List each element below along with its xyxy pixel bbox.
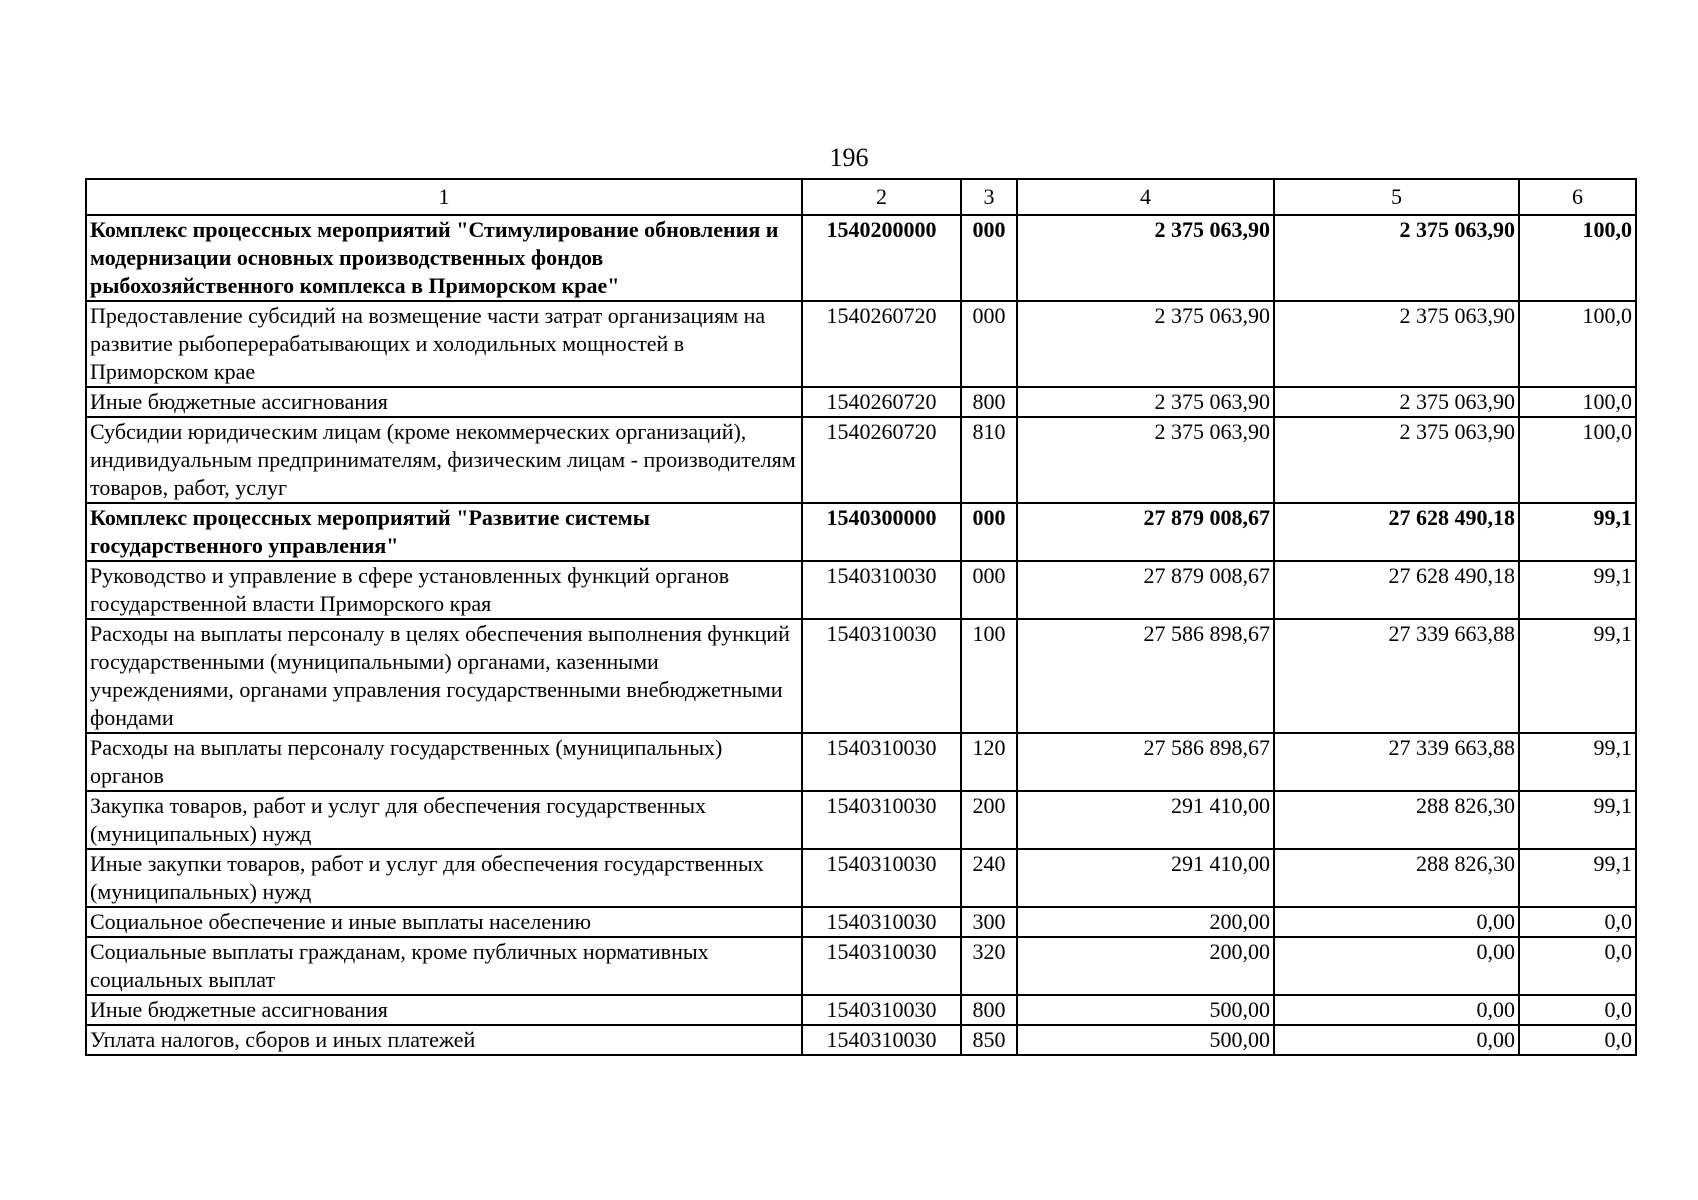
row-expense-type: 800: [961, 995, 1017, 1025]
header-col-6: 6: [1519, 179, 1636, 215]
row-execution-percent: 99,1: [1519, 619, 1636, 733]
table-row: [86, 619, 1636, 733]
row-target-code: 1540310030: [802, 791, 961, 849]
row-executed-amount: 288 826,30: [1274, 791, 1519, 849]
row-name: Социальные выплаты гражданам, кроме публичных нормативных социальных выплат: [86, 937, 802, 995]
header-col-1: 1: [86, 179, 802, 215]
row-planned-amount: 291 410,00: [1017, 849, 1274, 907]
row-planned-amount: 2 375 063,90: [1017, 215, 1274, 301]
row-execution-percent: 99,1: [1519, 503, 1636, 561]
row-name: Социальное обеспечение и иные выплаты населению: [86, 907, 802, 937]
table-row: [86, 733, 1636, 791]
row-expense-type: 800: [961, 387, 1017, 417]
header-row: [86, 179, 1636, 215]
row-planned-amount: 27 586 898,67: [1017, 619, 1274, 733]
row-execution-percent: 0,0: [1519, 995, 1636, 1025]
header-col-3: 3: [961, 179, 1017, 215]
budget-table: [85, 178, 1637, 1056]
row-planned-amount: 27 879 008,67: [1017, 503, 1274, 561]
row-executed-amount: 0,00: [1274, 937, 1519, 995]
row-planned-amount: 27 586 898,67: [1017, 733, 1274, 791]
table-row: [86, 215, 1636, 301]
table-row: [86, 387, 1636, 417]
row-target-code: 1540310030: [802, 733, 961, 791]
row-execution-percent: 100,0: [1519, 387, 1636, 417]
row-planned-amount: 200,00: [1017, 907, 1274, 937]
row-target-code: 1540300000: [802, 503, 961, 561]
row-expense-type: 000: [961, 215, 1017, 301]
page-number: 196: [829, 143, 869, 172]
table-row: [86, 503, 1636, 561]
row-execution-percent: 99,1: [1519, 561, 1636, 619]
row-expense-type: 000: [961, 561, 1017, 619]
table-header: [86, 179, 1636, 215]
row-executed-amount: 27 339 663,88: [1274, 619, 1519, 733]
row-executed-amount: 2 375 063,90: [1274, 301, 1519, 387]
row-name: Уплата налогов, сборов и иных платежей: [86, 1025, 802, 1055]
row-expense-type: 120: [961, 733, 1017, 791]
row-executed-amount: 2 375 063,90: [1274, 215, 1519, 301]
row-expense-type: 850: [961, 1025, 1017, 1055]
row-execution-percent: 100,0: [1519, 417, 1636, 503]
row-execution-percent: 99,1: [1519, 849, 1636, 907]
row-name: Иные бюджетные ассигнования: [86, 387, 802, 417]
row-name: Закупка товаров, работ и услуг для обеспечения государственных (муниципальных) нужд: [86, 791, 802, 849]
table-row: [86, 1025, 1636, 1055]
row-executed-amount: 0,00: [1274, 1025, 1519, 1055]
row-planned-amount: 2 375 063,90: [1017, 417, 1274, 503]
row-executed-amount: 27 628 490,18: [1274, 561, 1519, 619]
row-execution-percent: 0,0: [1519, 1025, 1636, 1055]
table-row: [86, 791, 1636, 849]
row-target-code: 1540310030: [802, 849, 961, 907]
row-expense-type: 000: [961, 301, 1017, 387]
row-planned-amount: 27 879 008,67: [1017, 561, 1274, 619]
table-row: [86, 907, 1636, 937]
row-name: Иные бюджетные ассигнования: [86, 995, 802, 1025]
row-planned-amount: 500,00: [1017, 995, 1274, 1025]
table-row: [86, 417, 1636, 503]
row-executed-amount: 27 628 490,18: [1274, 503, 1519, 561]
row-expense-type: 100: [961, 619, 1017, 733]
row-planned-amount: 291 410,00: [1017, 791, 1274, 849]
row-target-code: 1540200000: [802, 215, 961, 301]
table-row: [86, 561, 1636, 619]
table-row: [86, 937, 1636, 995]
header-col-5: 5: [1274, 179, 1519, 215]
row-execution-percent: 0,0: [1519, 907, 1636, 937]
row-executed-amount: 2 375 063,90: [1274, 417, 1519, 503]
row-executed-amount: 288 826,30: [1274, 849, 1519, 907]
row-planned-amount: 2 375 063,90: [1017, 387, 1274, 417]
row-target-code: 1540310030: [802, 619, 961, 733]
table-body: [86, 215, 1636, 1055]
row-name: Расходы на выплаты персоналу в целях обеспечения выполнения функций государственными (муниципальными) органами, казенными учреждениями, органами управления государственными внебюджетными фондами: [86, 619, 802, 733]
row-planned-amount: 500,00: [1017, 1025, 1274, 1055]
row-executed-amount: 2 375 063,90: [1274, 387, 1519, 417]
row-executed-amount: 27 339 663,88: [1274, 733, 1519, 791]
row-target-code: 1540260720: [802, 301, 961, 387]
row-planned-amount: 2 375 063,90: [1017, 301, 1274, 387]
row-expense-type: 300: [961, 907, 1017, 937]
row-execution-percent: 100,0: [1519, 215, 1636, 301]
header-col-4: 4: [1017, 179, 1274, 215]
row-name: Предоставление субсидий на возмещение части затрат организациям на развитие рыбоперерабатывающих и холодильных мощностей в Приморском крае: [86, 301, 802, 387]
row-expense-type: 810: [961, 417, 1017, 503]
row-name: Комплекс процессных мероприятий "Развитие системы государственного управления": [86, 503, 802, 561]
row-expense-type: 320: [961, 937, 1017, 995]
row-execution-percent: 99,1: [1519, 733, 1636, 791]
row-planned-amount: 200,00: [1017, 937, 1274, 995]
row-expense-type: 000: [961, 503, 1017, 561]
row-name: Руководство и управление в сфере установленных функций органов государственной власти Приморского края: [86, 561, 802, 619]
row-name: Расходы на выплаты персоналу государственных (муниципальных) органов: [86, 733, 802, 791]
row-expense-type: 240: [961, 849, 1017, 907]
row-expense-type: 200: [961, 791, 1017, 849]
row-target-code: 1540310030: [802, 907, 961, 937]
row-execution-percent: 0,0: [1519, 937, 1636, 995]
table-row: [86, 301, 1636, 387]
header-col-2: 2: [802, 179, 961, 215]
row-execution-percent: 100,0: [1519, 301, 1636, 387]
row-target-code: 1540310030: [802, 1025, 961, 1055]
table-row: [86, 995, 1636, 1025]
row-target-code: 1540310030: [802, 995, 961, 1025]
row-name: Иные закупки товаров, работ и услуг для обеспечения государственных (муниципальных) нужд: [86, 849, 802, 907]
row-name: Комплекс процессных мероприятий "Стимулирование обновления и модернизации основных производственных фондов рыбохозяйственного комплекса в Приморском крае": [86, 215, 802, 301]
row-target-code: 1540260720: [802, 387, 961, 417]
row-target-code: 1540310030: [802, 561, 961, 619]
row-executed-amount: 0,00: [1274, 907, 1519, 937]
row-execution-percent: 99,1: [1519, 791, 1636, 849]
row-target-code: 1540310030: [802, 937, 961, 995]
row-name: Субсидии юридическим лицам (кроме некоммерческих организаций), индивидуальным предпринимателям, физическим лицам - производителям товаров, работ, услуг: [86, 417, 802, 503]
row-target-code: 1540260720: [802, 417, 961, 503]
row-executed-amount: 0,00: [1274, 995, 1519, 1025]
table-row: [86, 849, 1636, 907]
